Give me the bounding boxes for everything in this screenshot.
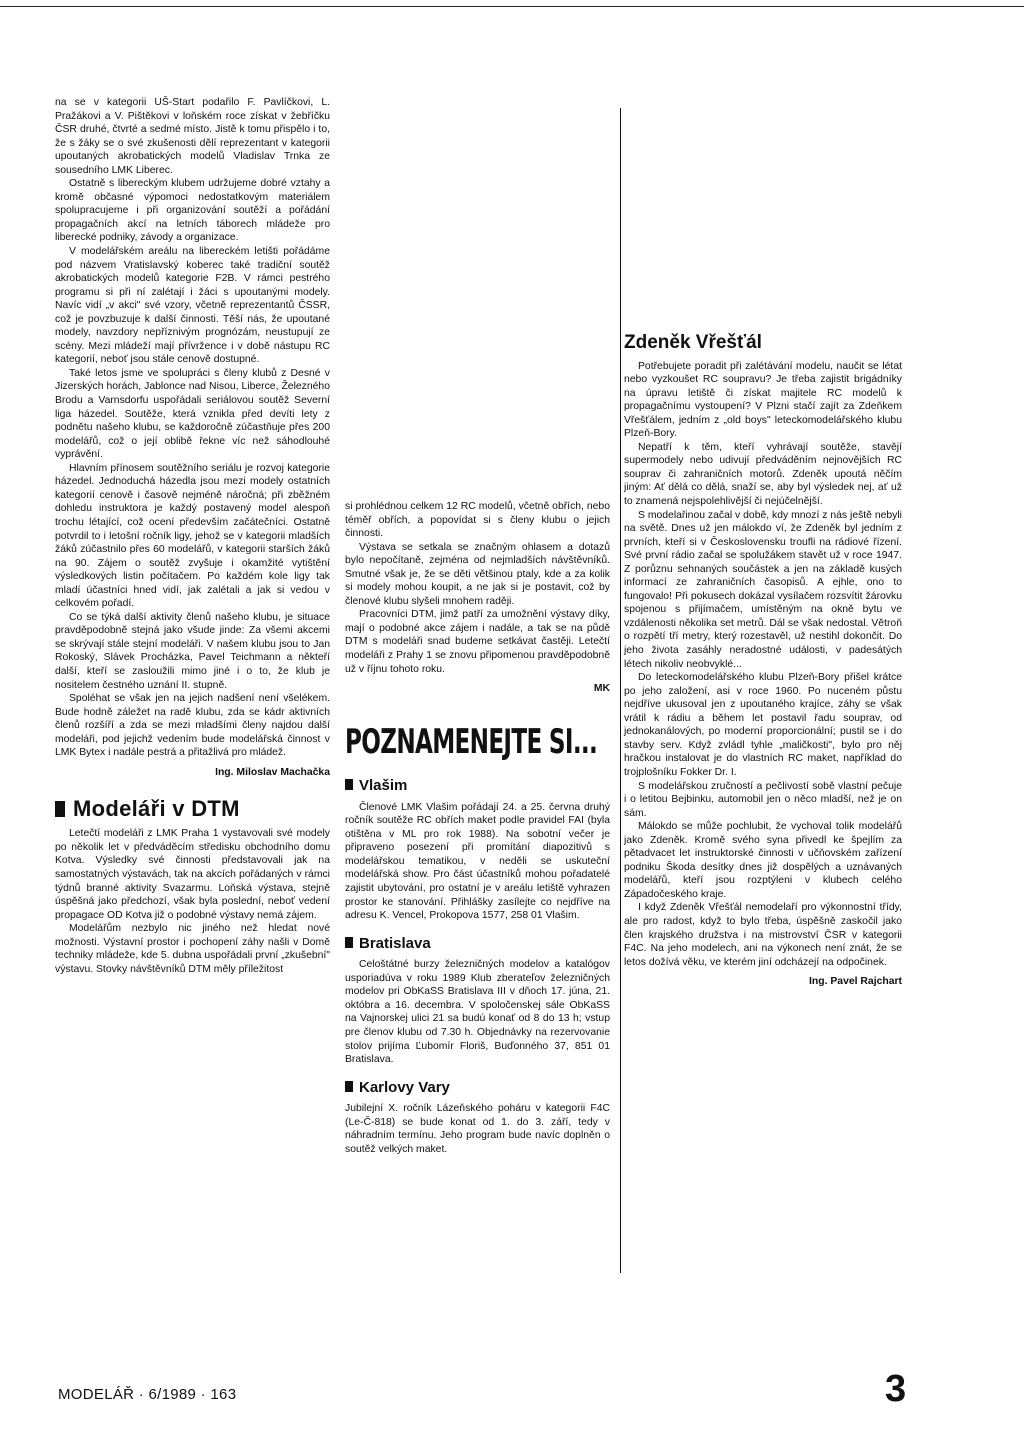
paragraph: Výstava se setkala se značným ohlasem a dotazů bylo nepočítaně, zejména od nejmladších návštěvníků. Smutné však je, že se děti většinou ptaly, kde a za kolik si modely mohou koupit, a ne jak si je postavit, což by členové klubu slyšeli mnohem raději. (345, 541, 610, 607)
bullet-square-icon (55, 801, 65, 817)
column-right (624, 332, 902, 991)
section-heading (345, 934, 610, 952)
paragraph: Spoléhat se však jen na jejich nadšení není všelékem. Bude hodně záležet na radě klubu, zda se kádr aktivních členů rozšíří a zda se mezi mladšími členy najdou další modeláři, pod jejichž vedením bude modelářská činnost v LMK Bytex i nadále pestrá a přitažlivá pro mládež. (55, 693, 330, 759)
paragraph: Co se týká další aktivity členů našeho klubu, je situace pravděpodobně stejná jako všude jinde: Za všemi akcemi se skrývají stále stejní modeláři. V našem klubu jsou to Jan Rokoský, Slávek Procházka, Pavel Teichmann a někteří další, kteří se zasloužili mimo jiné i o to, že klub je nositelem čestného uznání II. stupně. (55, 611, 330, 691)
column-rule (620, 108, 621, 1273)
paragraph: Málokdo se může pochlubit, že vychoval tolik modelářů jako Zdeněk. Kromě svého syna přivedl ke špejlím za pětadvacet let instruktorské činnosti v učňovském zařízení podniku Škoda desítky dnes již dospělých a uznávaných modelářů, kteří jsou rozptýleni v klubech celého Západočeského kraje. (624, 821, 902, 900)
section-heading (345, 1078, 610, 1096)
section-heading-text: Modeláři v DTM (73, 796, 240, 822)
author-initials: MK (593, 683, 610, 695)
paragraph: S modelářskou zručností a pečlivostí sobě vlastní pečuje i o letitou Bejbinku, automobil jen o něco mladší, než je on sám. (624, 780, 902, 819)
notice-title: POZNAMENEJTE SI... (345, 721, 598, 762)
paragraph: V modelářském areálu na libereckém letišti pořádáme pod názvem Vratislavský koberec také tradiční soutěž akrobatických modelů kategorie F2B. V rámci pestrého programu si při ní zalétají i žáci s upoutanými modely. Navíc vidí „v akci" své vzory, včetně reprezentantů ČSSR, což je povzbuzuje k další činnosti. Těší nás, že upoutané modely, navzdory nepříznivým prognózám, neustupují ze scény. Mezi mládeží mají přívržence i v době nástupu RC kategorií, neboť jsou stále cenově dostupné. (55, 246, 330, 366)
section-heading-text: Karlovy Vary (359, 1078, 450, 1096)
author-signature: Ing. Miloslav Machačka (215, 766, 330, 778)
paragraph: na se v kategorii UŠ-Start podařilo F. Pavlíčkovi, L. Pražákovi a V. Pištěkovi v loňském roce získat v žebříčku ČSR druhé, čtvrté a sedmé místo. Jistě k tomu přispělo i to, že s žáky se o své zkušenosti dělí reprezentant v kategorii upoutaných akrobatických modelů Vladislav Trnka ze sousedního LMK Liberec. (55, 97, 330, 176)
bullet-square-icon (345, 779, 353, 790)
top-border (0, 0, 1024, 7)
author-signature: Ing. Pavel Rajchart (809, 976, 902, 988)
section-heading (345, 779, 610, 793)
paragraph: Pracovníci DTM, jimž patří za umožnění výstavy díky, mají o podobné akce zájem i nadále, a tak se na půdě DTM s modeláři snad budeme setkávat častěji. Letečtí modeláři z Prahy 1 se znovu připomenou pravděpodobně už v říjnu tohoto roku. (345, 609, 610, 675)
paragraph: Do leteckomodelářského klubu Plzeň-Bory přišel krátce po jeho založení, asi v roce 1960. Po nuceném půstu nejdříve ukusoval jen z upoutaného krajíce, záhy se však vrátil k rádiu a během let postavil řadu souprav, od jednokanálových, po moderní proporcionální; pustil se i do stavby serv. Když zvládl tyhle „maličkosti", bylo pro něj hračkou instalovat je do vlastních RC maket, například do trojplošníku Fokker Dr. I. (624, 672, 902, 778)
magazine-footer: MODELÁŘ · 6/1989 · 163 (58, 1386, 237, 1403)
paragraph: Nepatří k těm, kteří vyhrávají soutěže, stavějí supermodely nebo udivují předváděním nejnovějších RC souprav či zahraničních motorů. Zdeněk upoutá něčím jiným: Ať dělá co dělá, snaží se, aby byl výsledek nej, ať už to znamená nejspolehlivější či nejúčelnější. (624, 441, 902, 508)
paragraph: Potřebujete poradit při zalétávání modelu, naučit se létat nebo vyzkoušet RC soupravu? Je třeba zajistit brigádníky na úpravu letiště či získat majitele RC modelů k propagačnímu vystoupení? V Plzni stačí zajít za Zdeňkem Vřešťálem, jedním z „old boys" leteckomodelářského klubu Plzeň-Bory. (624, 360, 902, 440)
page-number: 3 (885, 1368, 907, 1410)
paragraph: Ostatně s libereckým klubem udržujeme dobré vztahy a kromě občasné výpomoci nedostatkovým materiálem spolupracujeme i při organizování soutěží a pořádání propagačních akcí na letních táborech mládeže pro liberecké podniky, závody a organizace. (55, 178, 330, 244)
section-heading-text: Bratislava (359, 934, 431, 952)
paragraph: Také letos jsme ve spolupráci s členy klubů z Desné v Jizerských horách, Jablonce nad Nisou, Liberce, Železného Brodu a Varnsdorfu uspořádali seriálovou soutěž Severní liga házedel. Soutěže, která vznikla před devíti lety z podnětu našeho klubu, se každoročně zúčastňuje přes 200 modelářů, což o její oblibě řekne víc než sáhodlouhé vyprávění. (55, 367, 330, 461)
paragraph: Celoštátné burzy železničných modelov a katalógov usporiadúva v roku 1989 Klub zberateľov železničných modelov pri ObKaSS Bratislava III v dňoch 17. júna, 21. októbra a 16. decembra. V spoločenskej sále ObKaSS na Vajnorskej ulici 21 sa budú konať od 8 do 13 h; vstup pre členov klubu od 7.30 h. Objednávky na rezervovanie stolov prijíma Ľubomír Floriš, Buďonného 37, 851 01 Bratislava. (345, 959, 610, 1066)
section-heading (55, 796, 330, 822)
paragraph: Jubilejní X. ročník Lázeňského poháru v kategorii F4C (Le-Č-818) se bude konat od 1. do 3. září, tedy v náhradním termínu. Jeho program bude navíc doplněn o soutěž velkých maket. (345, 1103, 610, 1155)
portrait-title: Zdeněk Vřešťál (624, 332, 762, 353)
paragraph: Členové LMK Vlašim pořádají 24. a 25. června druhý ročník soutěže RC obřích maket podle pravidel FAI (byla otištěna v ML pro rok 1988). Na sobotní večer je připraveno posezení při promítání diapozitivů s modelářskou tematikou, v neděli se uskuteční modelářská show. Pro část účastníků mohou pořadatelé zajistit ubytování, pro ostatní je v areálu letiště vyhrazen prostor ke stanování. Přihlášky zasílejte co nejdříve na adresu K. Vencel, Prokopova 1577, 258 01 Vlašim. (345, 801, 610, 922)
paragraph: Letečtí modeláři z LMK Praha 1 vystavovali své modely po několik let v předváděcím středisku obchodního domu Kotva. Výsledky své činnosti představovali jak na samostatných výstavách, tak na akcích pořádaných v rámci týdnů branné aktivity Svazarmu. Loňská výstava, stejně úspěšná jako předchozí, však byla poslední, neboť vedení propagace OD Kotva již o podobné výstavy nemá zájem. (55, 828, 330, 921)
paragraph: Modelářům nezbylo nic jiného než hledat nové možnosti. Výstavní prostor i pochopení záhy našli v Domě techniky mládeže, kde 5. dubna uspořádali první „zkušební" výstavu. Stovky návštěvníků DTM měly příležitost (55, 923, 330, 975)
paragraph: Hlavním přínosem soutěžního seriálu je rozvoj kategorie házedel. Jednoduchá házedla jsou mezi modely ostatních kategorií cenově i časově nejméně náročná; při zběžném dohledu instruktora je každý postavený model alespoň trochu létající, což ocení především začátečníci. Ostatně potvrdil to i letošní ročník ligy, jehož se v kategorii mladších žáků zúčastnilo přes 60 modelářů, v kategorii starších žáků na 90. Zájem o soutěž zvyšuje i okamžité vytištění výsledkových listin počítačem. Po každém kole ligy tak mladí účastníci hned vidí, jak zalétali a jak si vedou v celkovém pořadí. (55, 462, 330, 610)
bullet-square-icon (345, 1081, 353, 1092)
paragraph: S modelařinou začal v době, kdy mnozí z nás ještě nebyli na světě. Dnes už jen málokdo ví, že Zdeněk byl jedním z prvních, kteří si v Československu troufli na rádiové řízení. Své první rádio začal se spolužákem stavět už v roce 1947. Z porůznu sehnaných součástek a jen na základě kusých informací ze zahraničních časopisů. A ejhle, ono to fungovalo! Při pokusech dokázal vysílačem rozsvítit žárovku spojenou s přijímačem, umístěným na okně bytu ve vzdálenosti několika set metrů. Dál se však nedostal. Větroň o rozpětí tří metry, který rozestavěl, už nestihl dokončit. Do jeho života zasáhly neradostné události, v padesátých létech nikoliv neobvyklé... (624, 509, 902, 670)
paragraph: I když Zdeněk Vřešťál nemodelaří pro výkonnostní třídy, ale pro radost, když to bylo třeba, úspěšně zaskočil jako člen krajského družstva i na mistrovství ČSR v kategorii F4C. Na jeho modelech, ani na výkonech není znát, že se letos dožívá věku, ve kterém jiní odcházejí na odpočinek. (624, 902, 902, 968)
column-middle (345, 500, 610, 1156)
section-heading-text: Vlašim (359, 777, 408, 795)
bullet-square-icon (345, 937, 353, 948)
column-left (55, 96, 330, 976)
paragraph: si prohlédnou celkem 12 RC modelů, včetně obřích, nebo téměř obřích, a popovídat si s členy klubu o jejich činnosti. (345, 501, 610, 540)
